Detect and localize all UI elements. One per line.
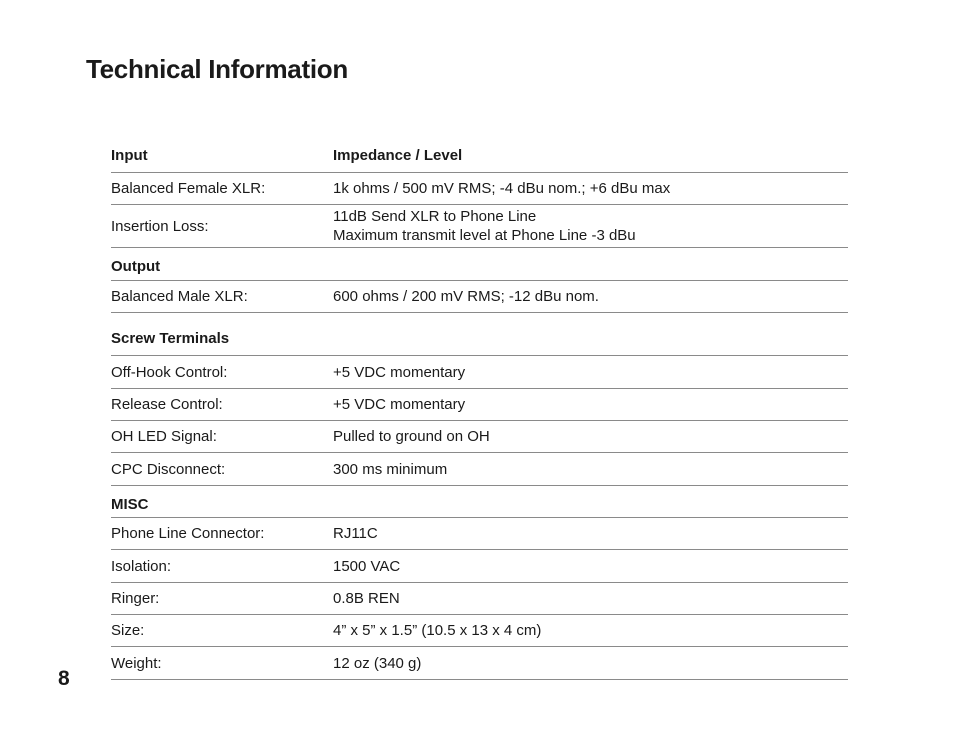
row-value-line: Maximum transmit level at Phone Line -3 dBu bbox=[333, 227, 636, 244]
table-header-row bbox=[111, 139, 848, 173]
section-label: Output bbox=[111, 258, 161, 275]
table-row bbox=[111, 453, 848, 486]
row-label: Balanced Male XLR: bbox=[111, 288, 248, 305]
table-row bbox=[111, 281, 848, 313]
table-row bbox=[111, 615, 848, 647]
table-row bbox=[111, 583, 848, 615]
row-value: +5 VDC momentary bbox=[333, 363, 466, 381]
row-label: Weight: bbox=[111, 654, 162, 672]
table-row bbox=[111, 173, 848, 205]
table-row bbox=[111, 518, 848, 550]
row-label: Release Control: bbox=[111, 396, 223, 413]
row-label: OH LED Signal: bbox=[111, 428, 217, 445]
row-value-line: 11dB Send XLR to Phone Line bbox=[333, 208, 537, 225]
table-row bbox=[111, 356, 848, 389]
section-label: MISC bbox=[111, 496, 149, 513]
table-row bbox=[111, 205, 848, 248]
page-number: 8 bbox=[58, 667, 70, 690]
row-label: Balanced Female XLR: bbox=[111, 180, 266, 197]
row-value: 600 ohms / 200 mV RMS; -12 dBu nom. bbox=[333, 288, 599, 305]
row-value: 1500 VAC bbox=[333, 557, 401, 575]
row-label: Off-Hook Control: bbox=[111, 363, 228, 381]
row-label: CPC Disconnect: bbox=[111, 460, 226, 478]
page-title: Technical Information bbox=[86, 54, 348, 84]
row-label: Isolation: bbox=[111, 557, 172, 575]
row-label: Ringer: bbox=[111, 590, 160, 607]
section-label: Screw Terminals bbox=[111, 330, 230, 347]
row-value: RJ11C bbox=[333, 525, 378, 542]
row-value: 4” x 5” x 1.5” (10.5 x 13 x 4 cm) bbox=[333, 622, 542, 639]
table-row bbox=[111, 550, 848, 583]
row-value: Pulled to ground on OH bbox=[333, 428, 490, 445]
table-row bbox=[111, 647, 848, 680]
table-row bbox=[111, 389, 848, 421]
row-value: 1k ohms / 500 mV RMS; -4 dBu nom.; +6 dBu max bbox=[333, 180, 671, 197]
section-heading-misc bbox=[111, 486, 848, 518]
table-row bbox=[111, 421, 848, 453]
row-value: 12 oz (340 g) bbox=[333, 654, 422, 672]
row-label: Phone Line Connector: bbox=[111, 525, 265, 542]
row-value: 300 ms minimum bbox=[333, 460, 448, 478]
row-value: 0.8B REN bbox=[333, 590, 400, 607]
row-label: Insertion Loss: bbox=[111, 217, 209, 235]
row-label: Size: bbox=[111, 622, 145, 639]
section-heading-output bbox=[111, 248, 848, 281]
row-value bbox=[333, 207, 848, 245]
section-heading-screw-terminals bbox=[111, 313, 848, 356]
column-header-input: Input bbox=[111, 147, 148, 164]
spec-table bbox=[111, 139, 848, 680]
row-value: +5 VDC momentary bbox=[333, 396, 466, 413]
column-header-impedance-level: Impedance / Level bbox=[333, 147, 463, 164]
